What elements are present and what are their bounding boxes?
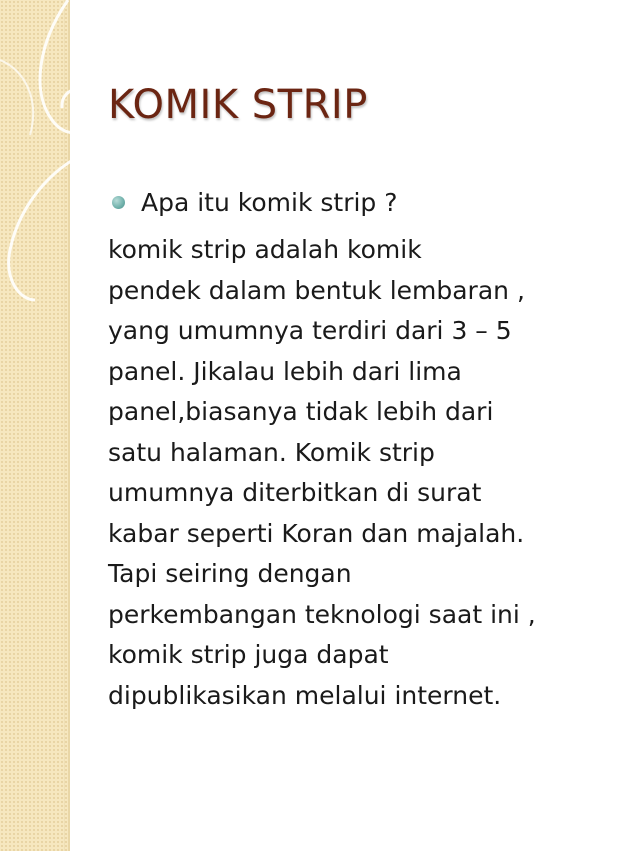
body-line: pendek dalam bentuk lembaran , (108, 275, 525, 305)
body-line: komik strip juga dapat (108, 640, 389, 669)
round-bullet-icon (112, 196, 125, 209)
body-line: perkembangan teknologi saat ini , (108, 599, 536, 629)
body-line: panel,biasanya tidak lebih dari (108, 397, 494, 426)
slide-title: KOMIK STRIP (108, 82, 368, 128)
body-line: dipublikasikan melalui internet. (108, 680, 502, 710)
body-line: panel. Jikalau lebih dari lima (108, 356, 462, 386)
swirl-decoration-icon (0, 0, 120, 300)
body-line: kabar seperti Koran dan majalah. (108, 518, 525, 548)
body-line: Tapi seiring dengan (108, 559, 352, 588)
body-line: yang umumnya terdiri dari 3 – 5 (108, 316, 512, 345)
body-line: komik strip adalah komik (108, 235, 422, 264)
body-line: satu halaman. Komik strip (108, 437, 435, 467)
bullet-item (112, 188, 398, 217)
body-paragraph (108, 230, 636, 716)
body-line: umumnya diterbitkan di surat (108, 478, 482, 507)
bullet-text: Apa itu komik strip ? (141, 188, 398, 217)
